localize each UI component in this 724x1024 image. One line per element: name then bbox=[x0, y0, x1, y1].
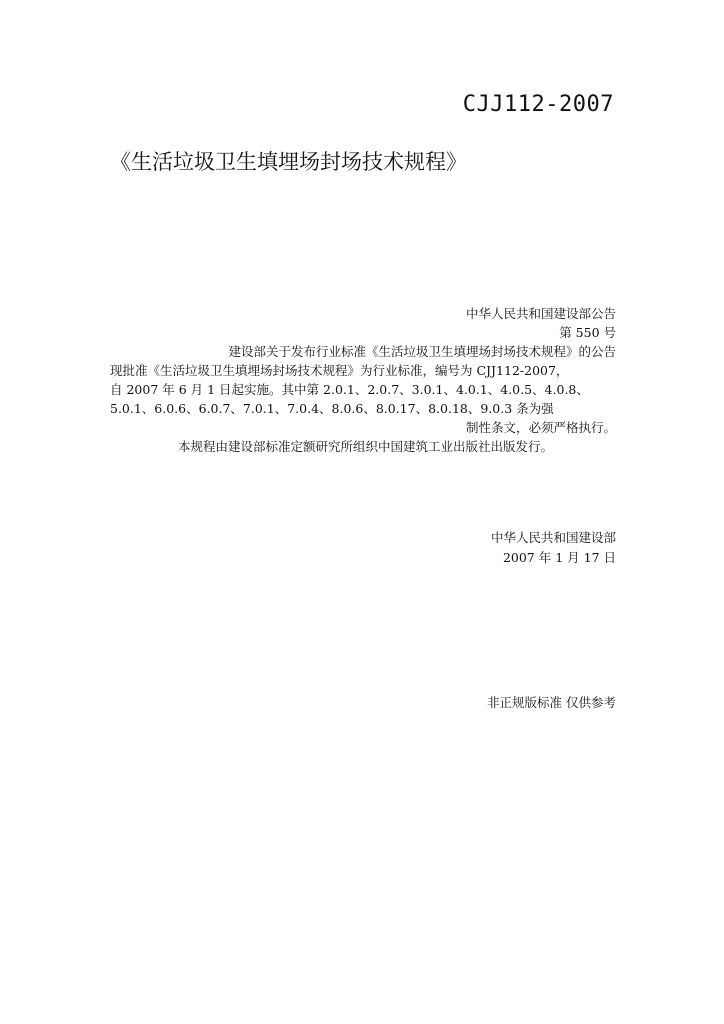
notice-publisher-line: 本规程由建设部标准定额研究所组织中国建筑工业出版社出版发行。 bbox=[178, 439, 554, 454]
notice-body-line-3: 5.0.1、6.0.6、6.0.7、7.0.1、7.0.4、8.0.6、8.0.17、8.0.18、9.0.3 条为强 bbox=[110, 401, 554, 416]
notice-body-line-4: 制性条文，必须严格执行。 bbox=[465, 420, 616, 435]
signature-block bbox=[491, 528, 616, 568]
notice-subject: 建设部关于发布行业标准《生活垃圾卫生填埋场封场技术规程》的公告 bbox=[228, 344, 616, 359]
document-title: 《生活垃圾卫生填埋场封场技术规程》 bbox=[110, 150, 467, 174]
notice-body-line-1: 现批准《生活垃圾卫生填埋场封场技术规程》为行业标准，编号为 CJJ112-2007， bbox=[110, 363, 569, 378]
standard-code: CJJ112-2007 bbox=[462, 92, 614, 117]
notice-body-line-2: 自 2007 年 6 月 1 日起实施。其中第 2.0.1、2.0.7、3.0.1、4.0.1、4.0.5、4.0.8、 bbox=[110, 382, 589, 397]
signature-date: 2007 年 1 月 17 日 bbox=[502, 550, 616, 565]
notice-number: 第 550 号 bbox=[559, 325, 616, 340]
notice-issuer: 中华人民共和国建设部公告 bbox=[465, 306, 616, 321]
announcement-block bbox=[110, 304, 616, 456]
signature-organization: 中华人民共和国建设部 bbox=[490, 530, 616, 545]
disclaimer-note: 非正规版标准 仅供参考 bbox=[487, 695, 616, 710]
